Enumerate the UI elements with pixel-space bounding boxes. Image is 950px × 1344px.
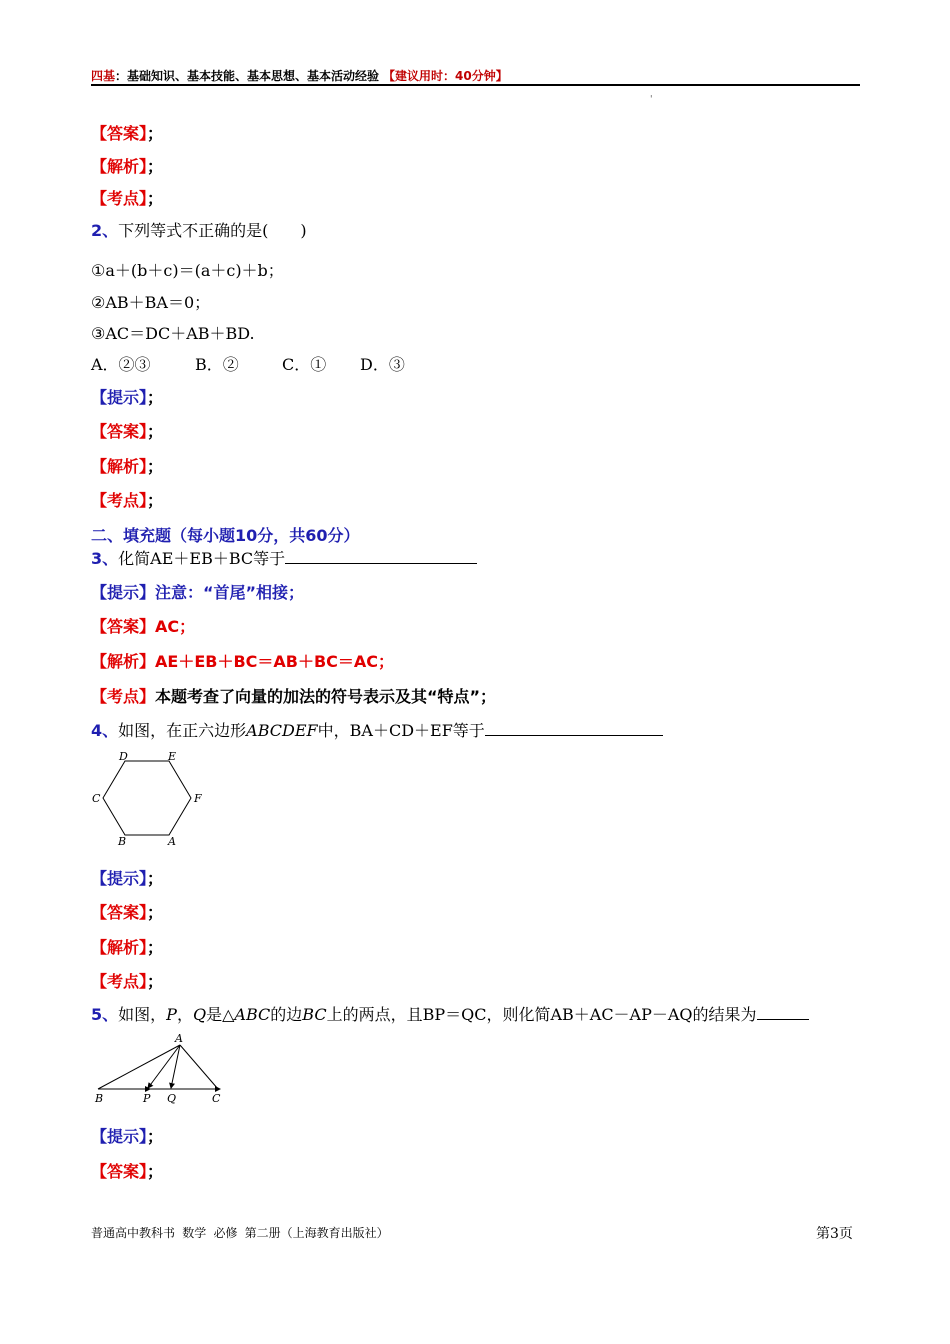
tri-label-a: A (175, 1032, 183, 1045)
tri-label-c: C (212, 1092, 221, 1105)
section-title: 二、填充题（每小题10分，共60分） (91, 526, 360, 545)
q5-hint-row: 【提示】； (91, 1127, 164, 1146)
q3-answer-row (91, 614, 195, 637)
q2-hint-row: 【提示】； (91, 388, 164, 407)
hex-label-e: E (168, 750, 177, 763)
hex-label-a: A (168, 835, 176, 848)
option-b[interactable]: B．② (195, 355, 239, 374)
point-label: 【考点】 (91, 189, 148, 208)
q3-hint-text: 注意：“首尾”相接； (155, 583, 305, 602)
analysis-label: 【解析】 (91, 157, 148, 176)
q2-answer-row: 【答案】； (91, 422, 164, 441)
q3-analysis-text: AE＋EB＋BC＝AB＋BC＝AC； (155, 652, 395, 671)
option-d[interactable]: D．③ (360, 355, 405, 374)
option-c[interactable]: C．① (282, 355, 327, 374)
tri-label-p: P (143, 1092, 151, 1105)
q3-stem: 3、化简AE＋EB＋BC等于 (91, 546, 477, 569)
header-time: 【建议用时：40分钟】 (383, 69, 508, 83)
q1-analysis-row: 【解析】； (91, 157, 164, 176)
answer-label: 【答案】 (91, 617, 156, 636)
hexagon-figure (88, 748, 218, 848)
hint-label: 【提示】 (91, 869, 148, 888)
header-tick: ' (650, 95, 653, 105)
q4-answer-row: 【答案】； (91, 903, 164, 922)
answer-blank[interactable] (285, 549, 477, 564)
q1-point-row: 【考点】； (91, 189, 164, 208)
q3-point-text: 本题考查了向量的加法的符号表示及其“特点”； (155, 687, 497, 706)
q1-answer-row: 【答案】； (91, 124, 164, 143)
q4-point-row: 【考点】； (91, 972, 164, 991)
answer-label: 【答案】 (91, 422, 148, 441)
hint-label: 【提示】 (91, 583, 156, 602)
q2-options (91, 352, 405, 375)
q2-point-row: 【考点】； (91, 491, 164, 510)
hex-label-f: F (194, 792, 202, 805)
q4-stem: 4、如图，在正六边形ABCDEF中，BA＋CD＋EF等于 (91, 718, 663, 741)
page-header (91, 67, 508, 84)
answer-blank[interactable] (485, 721, 663, 736)
hint-label: 【提示】 (91, 388, 148, 407)
page-number: 第3页 (816, 1226, 853, 1242)
point-label: 【考点】 (91, 687, 156, 706)
header-prefix: 四基 (91, 69, 116, 83)
triangle-figure (88, 1030, 228, 1110)
footer-book: 普通高中教科书 数学 必修 第二册（上海教育出版社） (91, 1226, 389, 1240)
hexagon-shape (103, 761, 191, 835)
analysis-label: 【解析】 (91, 652, 156, 671)
q2-item3: ③AC＝DC＋AB＋BD. (91, 324, 255, 343)
q3-hint-row (91, 580, 304, 603)
analysis-label: 【解析】 (91, 938, 148, 957)
answer-label: 【答案】 (91, 1162, 148, 1181)
answer-label: 【答案】 (91, 903, 148, 922)
q3-analysis-row (91, 649, 394, 672)
q3-point-row (91, 684, 496, 707)
hex-label-c: C (92, 792, 101, 805)
analysis-label: 【解析】 (91, 457, 148, 476)
answer-blank[interactable] (757, 1005, 809, 1020)
point-label: 【考点】 (91, 972, 148, 991)
q4-hint-row: 【提示】； (91, 869, 164, 888)
hex-label-d: D (119, 750, 128, 763)
q2-analysis-row: 【解析】； (91, 457, 164, 476)
header-divider (91, 84, 860, 86)
option-a[interactable]: A．②③ (91, 355, 151, 374)
tri-label-b: B (95, 1092, 104, 1105)
q2-stem: 2、下列等式不正确的是( ) (91, 221, 307, 240)
side-ab (98, 1045, 180, 1089)
side-ac (180, 1045, 218, 1089)
q5-stem: 5、如图，P，Q是△ABC的边BC上的两点，且BP＝QC，则化简AB＋AC－AP－AQ的结果为 (91, 1002, 809, 1025)
hex-label-b: B (118, 835, 127, 848)
q3-answer-text: AC； (155, 617, 196, 636)
hint-label: 【提示】 (91, 1127, 148, 1146)
point-label: 【考点】 (91, 491, 148, 510)
q2-item2: ②AB＋BA＝0； (91, 293, 211, 312)
answer-label: 【答案】 (91, 124, 148, 143)
tri-label-q: Q (167, 1092, 177, 1105)
q5-answer-row: 【答案】； (91, 1162, 164, 1181)
q4-analysis-row: 【解析】； (91, 938, 164, 957)
q2-item1: ①a＋(b＋c)＝(a＋c)＋b； (91, 261, 284, 280)
header-topics: ：基础知识、基本技能、基本思想、基本活动经验 (115, 69, 380, 83)
